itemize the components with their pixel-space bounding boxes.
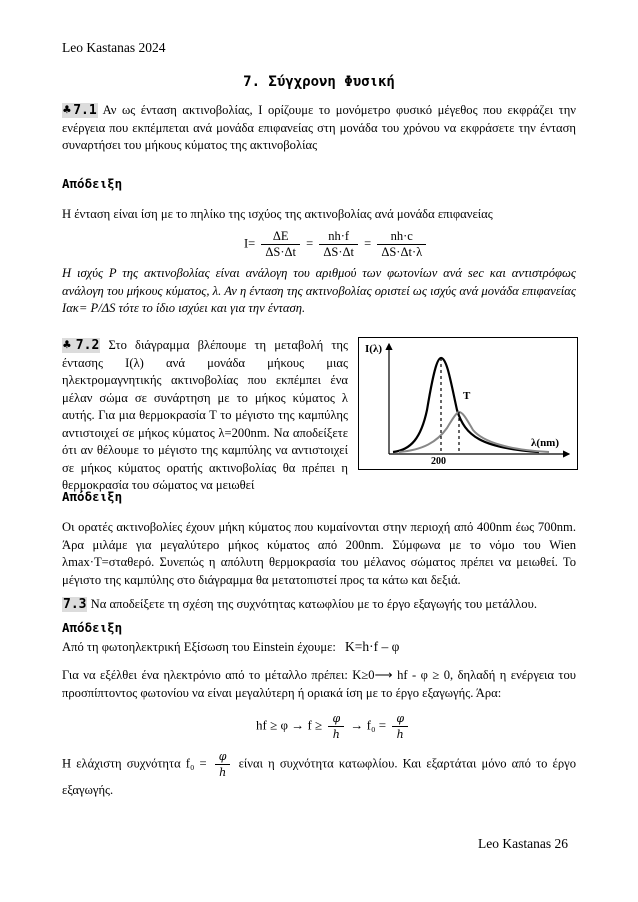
einstein-intro: Από τη φωτοηλεκτρική Εξίσωση του Einstein έχουμε: <box>62 640 336 654</box>
section-7-1-text: Αν ως ένταση ακτινοβολίας, Ι ορίζουμε το μονόμετρο φυσικό μέγεθος που εκφράζει την ενέργεια που εκπέμπεται ανά μονάδα επιφανείας στη μονάδα του χρόνου να εκφράσετε την ένταση συναρτήσει του μήκους κύματος της ακτινοβολίας <box>62 103 576 152</box>
proof-7-3-line1 <box>62 638 576 657</box>
proof-7-1-intro: Η ένταση είναι ίση με το πηλίκο της ισχύος της ακτινοβολίας ανά μονάδα επιφανείας <box>62 207 493 221</box>
proof-7-3-conclusion <box>62 749 576 800</box>
section-7-3-label: 7.3 <box>63 597 87 612</box>
conclusion-part-a: Η ελάχιστη συχνότητα f₀ = <box>62 756 207 771</box>
chain-fraction-2-num: φ <box>392 711 408 727</box>
formula-lhs: I= <box>244 236 256 251</box>
chapter-title: 7. Σύγχρονη Φυσική <box>243 74 395 90</box>
formula-equals-2: = <box>364 236 372 251</box>
chain-fraction-2-den: h <box>396 728 404 741</box>
proof-7-3-condition: Για να εξέλθει ένα ηλεκτρόνιο από το μέταλλο πρέπει: K≥0⟶ hf - φ ≥ 0, δηλαδή η ενέργεια του προσπίπτοντος φωτονίου να είναι μεγαλύτερη ή οριακά ίση με το έργο εξαγωγής. Άρα: <box>62 668 576 700</box>
fraction-energy-den: ΔS·Δt <box>265 245 297 259</box>
curve-lower-t <box>399 412 549 452</box>
chain-part-a: hf ≥ φ → f ≥ <box>256 717 323 733</box>
page-footer: Leo Kastanas 26 <box>478 836 568 851</box>
conclusion-part-b: είναι η συχνότητα κατωφλίου. Και εξαρτάται μόνο από το έργο εξαγωγής. <box>62 756 576 797</box>
proof-7-2-text: Οι ορατές ακτινοβολίες έχουν μήκη κύματος που κυμαίνονται στην περιοχή από 400nm έως 700nm. Άρα μιλάμε για μεγαλύτερο μήκος κύματος από 200nm. Σύμφωνα με το νόμο του Wien λmax·T=σταθερό. Συνεπώς η απόλυτη θερμοκρασία του μέλανος σώματος πρέπει να μειωθεί. Το μέγιστο της καμπύλης στο διάγραμμα θα μετατοπιστεί προς τα κάτω και δεξιά. <box>62 520 576 587</box>
chain-fraction-2 <box>392 711 408 742</box>
fraction-wavelength-num: nh·c <box>377 229 426 245</box>
fraction-wavelength <box>377 229 426 260</box>
graph-curve-label: T <box>463 390 471 402</box>
graph-x-label: λ(nm) <box>531 437 560 449</box>
section-7-1-question <box>62 102 576 155</box>
conclusion-fraction-num: φ <box>215 749 231 765</box>
fraction-frequency-num: nh·f <box>319 229 358 245</box>
fraction-frequency <box>319 229 358 260</box>
fraction-frequency-den: ΔS·Δt <box>323 245 354 259</box>
section-7-2-question <box>62 337 348 495</box>
conclusion-fraction <box>215 749 231 780</box>
section-7-2-label: ♣7.2 <box>63 338 100 353</box>
conclusion-fraction-den: h <box>219 766 227 779</box>
section-7-1-note: Η ισχύς P της ακτινοβολίας είναι ανάλογη του αριθμού των φωτονίων ανά sec και αντιστρόφως ανάλογη του μήκους κύματος, λ. Αν η ένταση της ακτινοβολίας οριστεί ως ισχύς ανά μονάδα επιφανείας Ιακ= P/ΔS τότε το ίδιο ισχύει και για την ένταση. <box>62 266 576 315</box>
formula-equals-1: = <box>306 236 314 251</box>
section-7-1-label: ♣7.1 <box>63 103 97 118</box>
fraction-energy-num: ΔΕ <box>261 229 300 245</box>
proof-heading-7-2: Απόδειξη <box>62 489 123 504</box>
threshold-chain <box>256 711 411 742</box>
fraction-energy <box>261 229 300 260</box>
section-7-3-question <box>62 596 576 614</box>
fraction-wavelength-den: ΔS·Δt·λ <box>381 245 423 259</box>
chain-fraction-1-den: h <box>332 728 340 741</box>
graph-y-label: I(λ) <box>365 343 383 355</box>
chain-fraction-1-num: φ <box>328 711 344 727</box>
section-7-3-text: Να αποδείξετε τη σχέση της συχνότητας κατωφλίου με το έργο εξαγωγής του μετάλλου. <box>90 597 537 611</box>
curve-t <box>393 358 539 452</box>
einstein-equation: K=h·f – φ <box>345 639 400 654</box>
intensity-formula <box>244 229 429 260</box>
proof-heading-7-3: Απόδειξη <box>62 620 123 635</box>
section-7-2-text: Στο διάγραμμα βλέπουμε τη μεταβολή της έντασης Ι(λ) ανά μονάδα μήκους μιας ηλεκτρομαγνητικής ακτινοβολίας που εκπέμπει ένα μέλαν σώμα σε συνάρτηση με το μήκος κύματος λ αυτής. Για μια θερμοκρασία Τ το μέγιστο της καμπύλης αντιστοιχεί σε μήκος κύματος λ=200nm. Να αποδείξετε ότι αν θέλουμε το μέγιστο της καμπύλης να αντιστοιχεί σε μήκος κύματος ορατής ακτινοβολίας θα πρέπει η θερμοκρασία του σώματος να μειωθεί <box>62 338 349 492</box>
page-header: Leo Kastanas 2024 <box>62 40 166 55</box>
chain-fraction-1 <box>328 711 344 742</box>
proof-heading-7-1: Απόδειξη <box>62 176 123 191</box>
blackbody-graph-svg <box>359 338 577 469</box>
chain-part-b: → f₀ = <box>350 717 387 733</box>
blackbody-graph <box>358 337 578 470</box>
graph-peak-tick: 200 <box>431 456 446 467</box>
